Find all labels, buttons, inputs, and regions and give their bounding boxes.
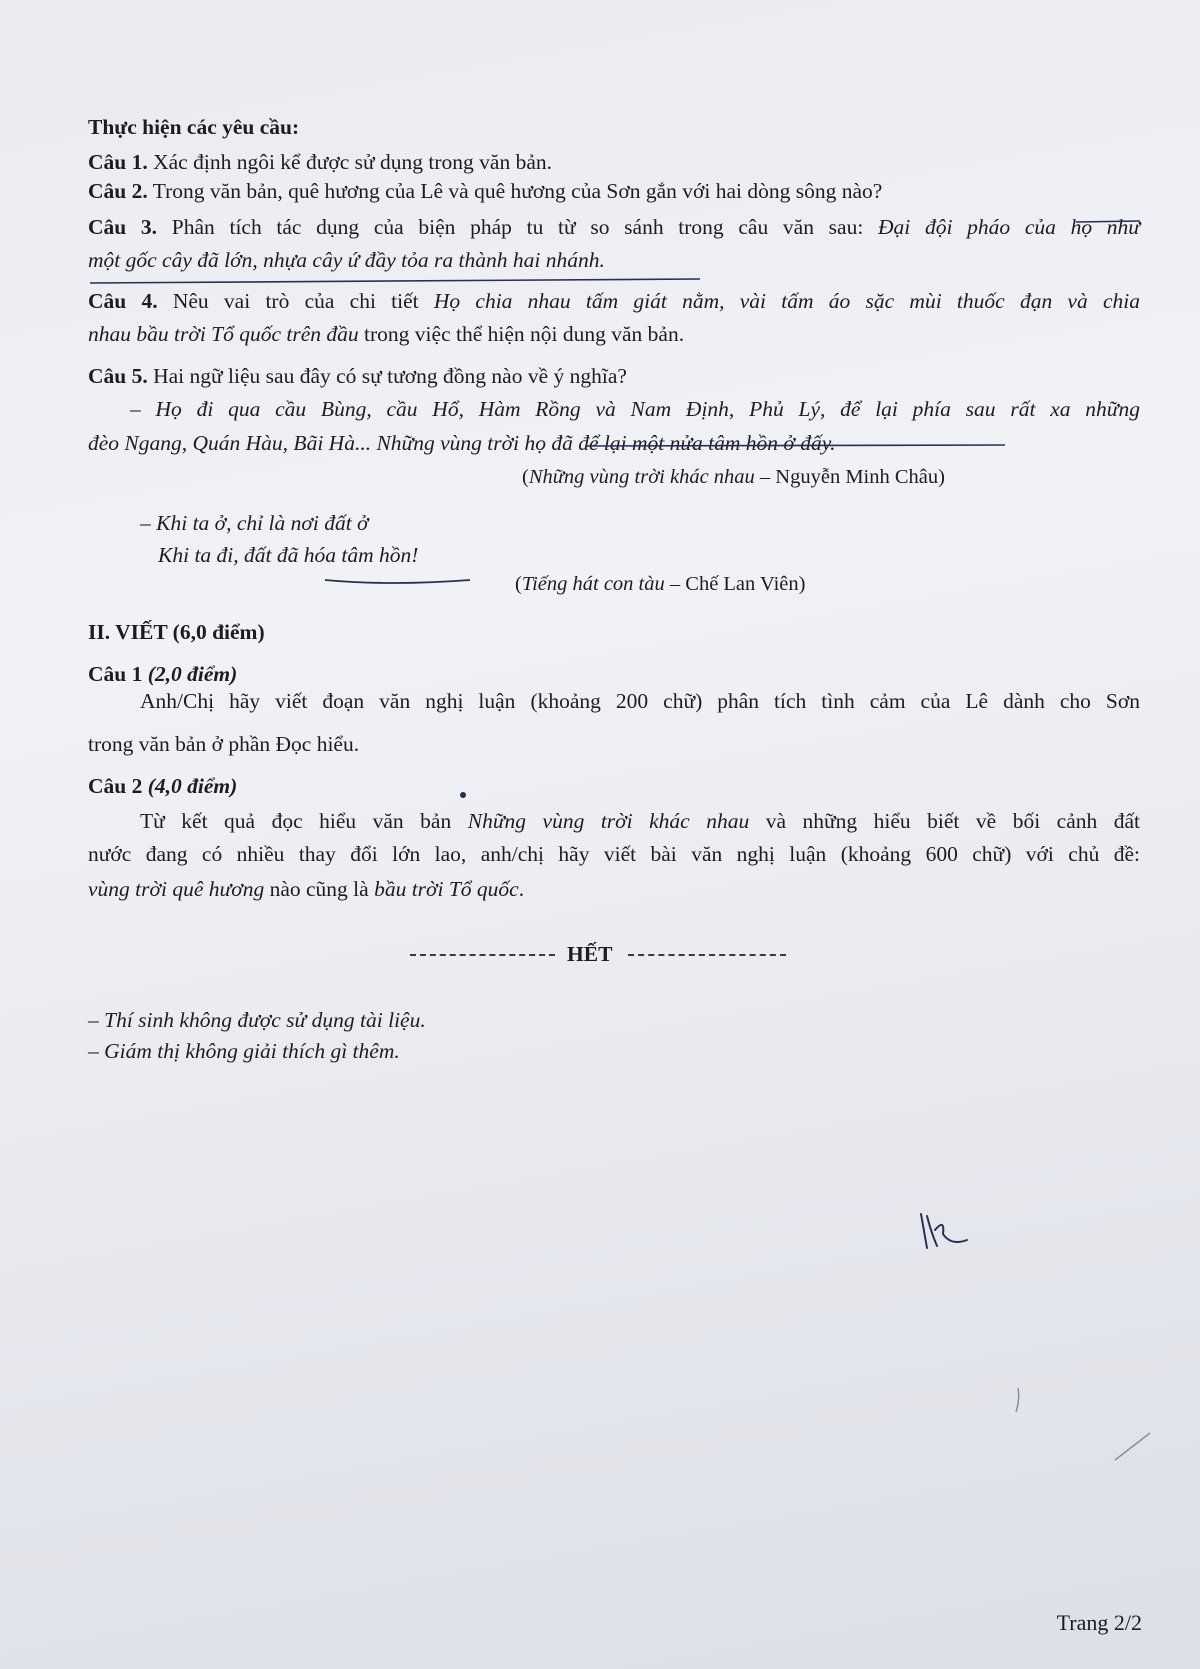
question-3-quote-part-1: Đại đội pháo của họ như xyxy=(878,215,1140,239)
section-2-question-1-line-2: trong văn bản ở phần Đọc hiểu. xyxy=(88,732,360,756)
signature xyxy=(915,1208,975,1256)
section-2-question-2-text-before: Từ kết quả đọc hiểu văn bản xyxy=(140,809,452,833)
excerpt-1-source: (Những vùng trời khác nhau – Nguyễn Minh Châu) xyxy=(522,466,945,488)
question-2 xyxy=(88,176,1140,206)
section-2-question-2-line-2: nước đang có nhiều thay đổi lớn lao, anh/chị hãy viết bài văn nghị luận (khoảng 600 chữ) với chủ đề: xyxy=(88,842,1140,866)
question-4-quote-part-1: Họ chia nhau tấm giát nằm, vài tấm áo sặc mùi thuốc đạn và chia xyxy=(433,289,1140,313)
excerpt-1-line-1: – Họ đi qua cầu Bùng, cầu Hổ, Hàm Rồng và Nam Định, Phủ Lý, để lại phía sau rất xa những xyxy=(130,397,1140,421)
excerpt-2-underline xyxy=(325,580,470,583)
q3-underline xyxy=(90,279,700,283)
question-2-text: Trong văn bản, quê hương của Lê và quê hương của Sơn gắn với hai dòng sông nào? xyxy=(152,179,883,203)
question-4-quote-part-2: nhau bầu trời Tổ quốc trên đầu xyxy=(88,322,359,346)
section-2-question-1-points: (2,0 điểm) xyxy=(147,662,238,686)
stray-mark xyxy=(1016,1388,1019,1412)
question-5-label: Câu 5. xyxy=(88,364,148,388)
end-divider-left xyxy=(410,954,555,956)
question-5 xyxy=(88,361,1140,391)
section-2-question-2-topic-2: bầu trời Tổ quốc xyxy=(374,877,519,901)
excerpt-2-line-2: Khi ta đi, đất đã hóa tâm hồn! xyxy=(158,543,419,567)
excerpt-2-line-1: – Khi ta ở, chỉ là nơi đất ở xyxy=(140,511,369,535)
question-1-text: Xác định ngôi kể được sử dụng trong văn bản. xyxy=(153,150,553,174)
excerpt-2-source-author: – Chế Lan Viên) xyxy=(669,573,806,595)
section-2-question-1-heading xyxy=(88,659,1140,689)
section-2-question-2-topic-end: . xyxy=(518,877,525,901)
question-3-text: Phân tích tác dụng của biện pháp tu từ so sánh trong câu văn sau: xyxy=(171,215,864,239)
end-divider-right xyxy=(628,954,786,956)
section-2-question-2-label: Câu 2 xyxy=(88,774,143,798)
question-1-label: Câu 1. xyxy=(88,150,148,174)
excerpt-2-source: (Tiếng hát con tàu – Chế Lan Viên) xyxy=(515,573,806,595)
question-4-text-before: Nêu vai trò của chi tiết xyxy=(172,289,419,313)
question-3-line-1 xyxy=(88,212,1140,242)
section-2-question-2-topic-1: vùng trời quê hương xyxy=(88,877,265,901)
section-2-question-2-topic-mid: nào cũng là xyxy=(269,877,369,901)
section-2-question-2-line-1 xyxy=(140,806,1140,836)
excerpt-1-line-2: đèo Ngang, Quán Hàu, Bãi Hà... Những vùng trời họ đã để lại một nửa tâm hồn ở đấy. xyxy=(88,431,836,455)
question-5-text: Hai ngữ liệu sau đây có sự tương đồng nào về ý nghĩa? xyxy=(153,364,627,388)
excerpt-1-source-title: Những vùng trời khác nhau xyxy=(528,466,755,488)
instructions-heading: Thực hiện các yêu cầu: xyxy=(88,115,300,139)
excerpt-1-source-author: – Nguyễn Minh Châu) xyxy=(759,466,945,488)
question-4-line-2 xyxy=(88,319,1140,349)
section-2-question-2-text-after: và những hiểu biết về bối cảnh đất xyxy=(765,809,1141,833)
question-3-quote-part-2: một gốc cây đã lớn, nhựa cây ứ đầy tỏa ra thành hai nhánh. xyxy=(88,248,605,272)
stray-mark xyxy=(1115,1433,1150,1460)
section-2-question-1-line-1: Anh/Chị hãy viết đoạn văn nghị luận (khoảng 200 chữ) phân tích tình cảm của Lê dành cho Sơn xyxy=(140,689,1140,713)
section-2-question-2-points: (4,0 điểm) xyxy=(147,774,238,798)
excerpt-2-source-title: Tiếng hát con tàu xyxy=(521,573,665,595)
section-2-question-2-title: Những vùng trời khác nhau xyxy=(467,809,750,833)
question-1 xyxy=(88,147,1140,177)
section-2-heading: II. VIẾT (6,0 điểm) xyxy=(88,620,265,644)
section-2-question-2-line-3 xyxy=(88,874,1140,904)
end-marker: HẾT xyxy=(567,942,613,966)
question-4-line-1 xyxy=(88,286,1140,316)
question-4-text-after: trong việc thể hiện nội dung văn bản. xyxy=(364,322,685,346)
note-2: – Giám thị không giải thích gì thêm. xyxy=(88,1039,400,1063)
note-1: – Thí sinh không được sử dụng tài liệu. xyxy=(88,1008,426,1032)
page-number: Trang 2/2 xyxy=(1056,1610,1142,1635)
section-2-question-2-heading xyxy=(88,771,1140,801)
question-4-label: Câu 4. xyxy=(88,289,158,313)
section-2-question-1-label: Câu 1 xyxy=(88,662,143,686)
question-3-label: Câu 3. xyxy=(88,215,158,239)
question-2-label: Câu 2. xyxy=(88,179,148,203)
